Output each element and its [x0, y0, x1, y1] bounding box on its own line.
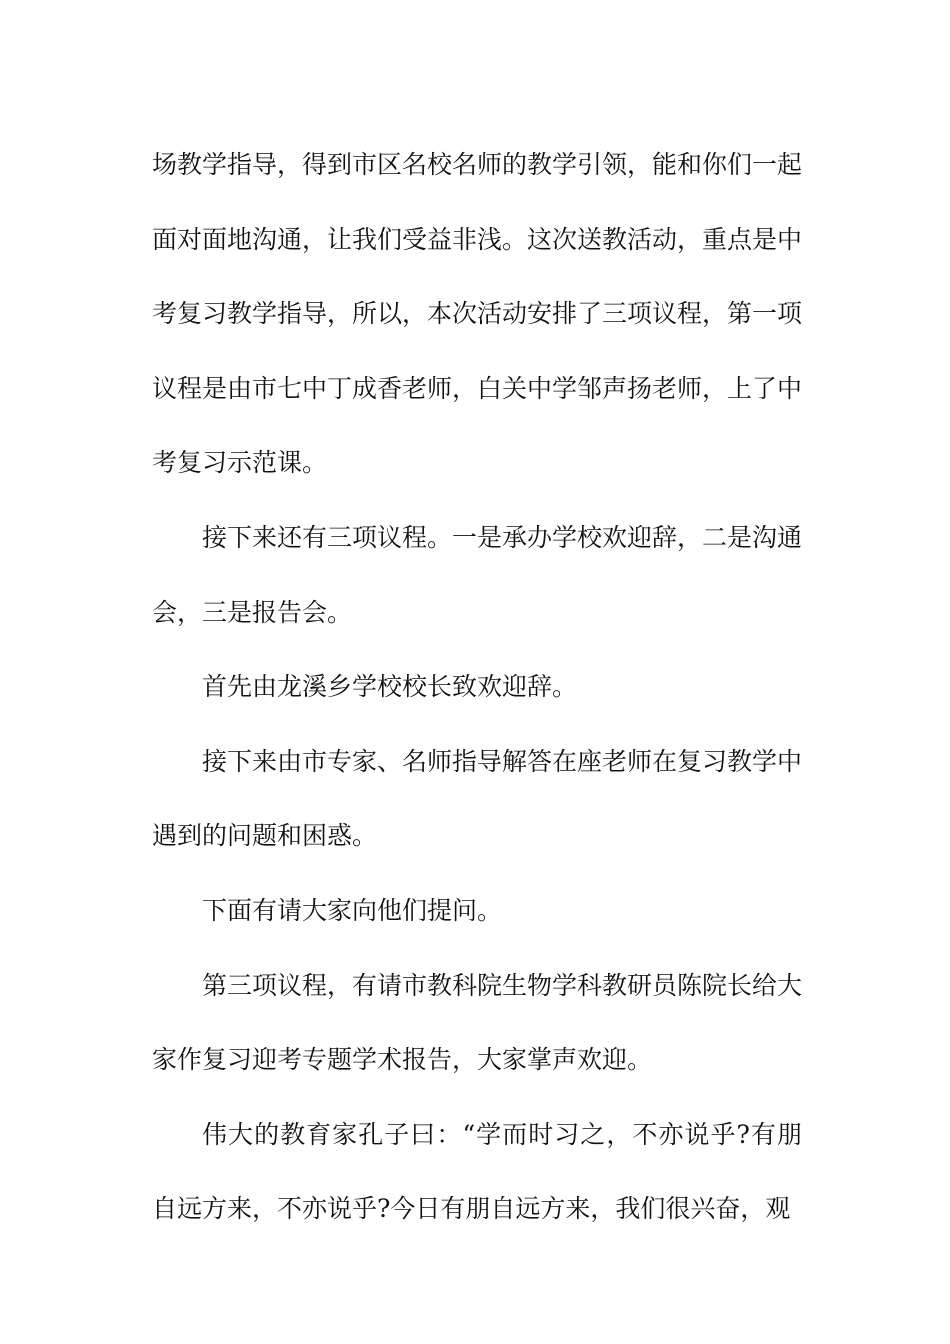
paragraph: 第三项议程，有请市教科院生物学科教研员陈院长给大家作复习迎考专题学术报告，大家掌声欢迎。: [152, 970, 803, 1075]
paragraph: 首先由龙溪乡学校校长致欢迎辞。: [202, 672, 578, 702]
paragraph: 下面有请大家向他们提问。: [202, 895, 503, 925]
paragraph: 场教学指导，得到市区名校名师的教学引领，能和你们一起面对面地沟通，让我们受益非浅。这次送教活动，重点是中考复习教学指导，所以，本次活动安排了三项议程，第一项议程是由市七中丁成香老师，白关中学邹声扬老师，上了中考复习示范课。: [152, 150, 803, 478]
document-body: [152, 128, 802, 1247]
paragraph: 伟大的教育家孔子曰：“学而时习之，不亦说乎?有朋自远方来，不亦说乎?今日有朋自远方来，我们很兴奋，观: [152, 1119, 802, 1224]
paragraph: 接下来由市专家、名师指导解答在座老师在复习教学中遇到的问题和困惑。: [152, 746, 803, 851]
paragraph: 接下来还有三项议程。一是承办学校欢迎辞，二是沟通会，三是报告会。: [152, 522, 803, 627]
